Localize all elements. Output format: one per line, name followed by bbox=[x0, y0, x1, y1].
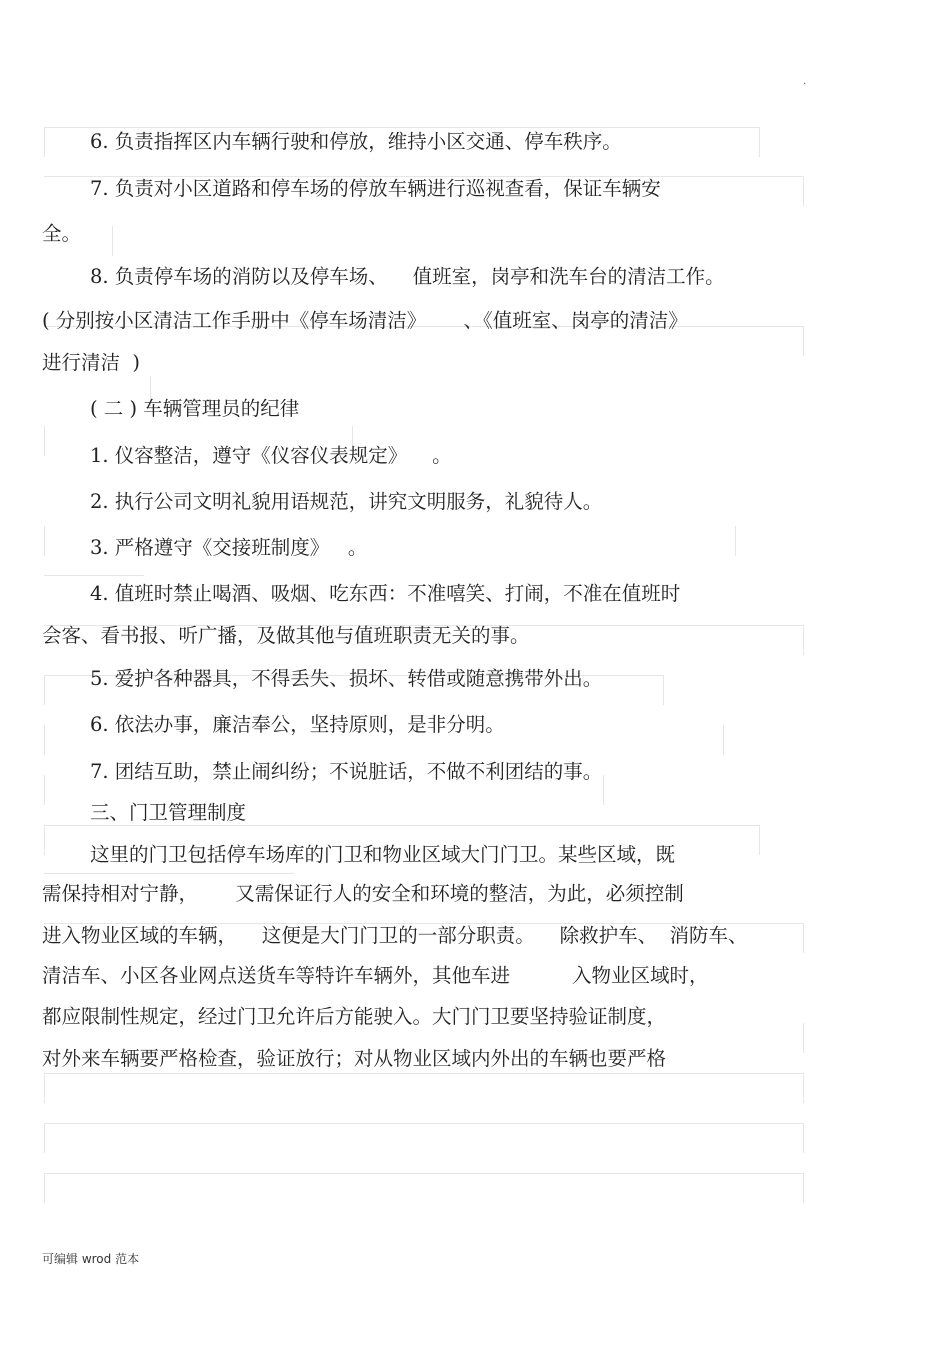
frame-line bbox=[44, 127, 45, 157]
text-line: 7. 负责对小区道路和停车场的停放车辆进行巡视查看，保证车辆安 bbox=[90, 177, 661, 200]
text-line: ( 分别按小区清洁工作手册中《停车场清洁》 、《值班室、岗亭的清洁》 bbox=[42, 309, 688, 332]
text-line: 7. 团结互助，禁止闹纠纷；不说脏话，不做不利团结的事。 bbox=[90, 760, 603, 783]
frame-line bbox=[44, 825, 45, 855]
frame-line bbox=[44, 127, 760, 128]
text-line: 6. 依法办事，廉洁奉公，坚持原则，是非分明。 bbox=[90, 713, 505, 736]
frame-line bbox=[803, 1173, 804, 1203]
text-line: 1. 仪容整洁，遵守《仪容仪表规定》 。 bbox=[90, 444, 452, 467]
frame-line bbox=[603, 775, 604, 805]
text-line: 6. 负责指挥区内车辆行驶和停放，维持小区交通、停车秩序。 bbox=[90, 130, 622, 153]
frame-line bbox=[44, 1173, 804, 1174]
frame-line bbox=[803, 326, 804, 356]
frame-line bbox=[663, 675, 664, 705]
frame-line bbox=[735, 526, 736, 556]
frame-line bbox=[44, 1123, 45, 1153]
frame-line bbox=[803, 625, 804, 655]
text-line: 2. 执行公司文明礼貌用语规范，讲究文明服务，礼貌待人。 bbox=[90, 490, 603, 513]
text-line: 全。 bbox=[42, 222, 82, 245]
corner-mark: . bbox=[803, 76, 807, 87]
text-line: 进入物业区域的车辆， 这便是大门门卫的一部分职责。 除救护车、 消防车、 bbox=[42, 924, 748, 947]
frame-line bbox=[803, 1073, 804, 1103]
section-heading: ( 二 ) 车辆管理员的纪律 bbox=[90, 397, 300, 420]
frame-line bbox=[44, 1173, 45, 1203]
frame-line bbox=[803, 1123, 804, 1153]
frame-line bbox=[44, 873, 294, 874]
frame-line bbox=[44, 426, 45, 456]
frame-line bbox=[44, 675, 45, 705]
frame-line bbox=[44, 725, 45, 755]
section-heading: 三、门卫管理制度 bbox=[90, 801, 247, 824]
page-footer: 可编辑 wrod 范本 bbox=[42, 1252, 140, 1266]
frame-line bbox=[803, 176, 804, 206]
frame-line bbox=[759, 825, 760, 855]
text-line: 5. 爱护各种器具，不得丢失、损坏、转借或随意携带外出。 bbox=[90, 667, 603, 690]
frame-line bbox=[803, 923, 804, 953]
frame-line bbox=[44, 775, 45, 805]
frame-line bbox=[723, 725, 724, 755]
frame-line bbox=[759, 127, 760, 157]
frame-line bbox=[112, 226, 113, 256]
text-line: 进行清洁 ) bbox=[42, 351, 141, 374]
frame-line bbox=[44, 526, 45, 556]
frame-line bbox=[803, 1023, 804, 1053]
text-line: 3. 严格遵守《交接班制度》 。 bbox=[90, 536, 368, 559]
frame-line bbox=[44, 1123, 804, 1124]
text-line: 都应限制性规定，经过门卫允许后方能驶入。大门门卫要坚持验证制度， bbox=[42, 1005, 667, 1028]
text-line: 会客、看书报、听广播，及做其他与值班职责无关的事。 bbox=[42, 624, 530, 647]
frame-line bbox=[44, 1073, 804, 1074]
text-line: 这里的门卫包括停车场库的门卫和物业区域大门门卫。某些区域，既 bbox=[90, 843, 676, 866]
text-line: 需保持相对宁静， 又需保证行人的安全和环境的整洁，为此，必须控制 bbox=[42, 882, 684, 905]
text-line: 清洁车、小区各业网点送货车等特许车辆外，其他车进 入物业区域时， bbox=[42, 964, 709, 987]
text-line: 4. 值班时禁止喝酒、吸烟、吃东西：不准嘻笑、打闹，不准在值班时 bbox=[90, 582, 681, 605]
text-line: 对外来车辆要严格检查，验证放行；对从物业区域内外出的车辆也要严格 bbox=[42, 1047, 667, 1070]
text-line: 8. 负责停车场的消防以及停车场、 值班室，岗亭和洗车台的清洁工作。 bbox=[90, 265, 725, 288]
frame-line bbox=[44, 1073, 45, 1103]
frame-line bbox=[44, 575, 144, 576]
